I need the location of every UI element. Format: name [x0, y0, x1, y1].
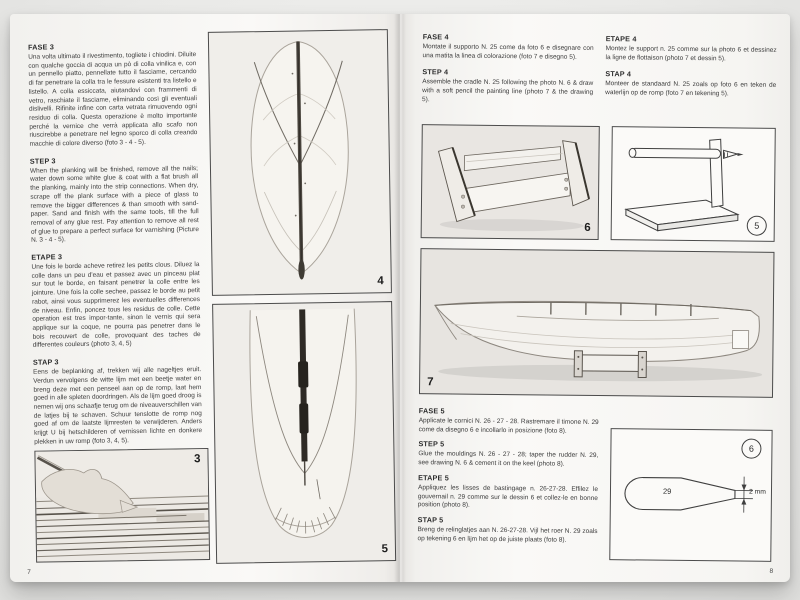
section-fase-3 [28, 40, 198, 149]
section-stap-5 [417, 515, 597, 545]
right-bottom-column [417, 406, 598, 550]
page-left [10, 14, 400, 582]
figure-label: 6 [584, 221, 591, 234]
section-heading: ETAPE 5 [418, 472, 449, 483]
rudder-part-number: 29 [662, 486, 672, 496]
page-number-left: 7 [27, 568, 31, 576]
section-body: Applicate le cornici N. 26 - 27 - 28. Rastremare il timone N. 29 come da disegno 6 e incollarlo in posizione (foto 8). [418, 417, 599, 435]
instruction-booklet [10, 14, 790, 582]
section-heading: STEP 3 [29, 156, 56, 166]
section-step-4 [422, 68, 593, 107]
section-body: Appliquez les lisses de bastingage n. 26-27-28. Effilez le gouvernail n. 29 comme sur le dessin 6 et collez-le en bonne position (photo 8). [417, 483, 599, 509]
figure-photo-4-hull-bottom [208, 29, 392, 296]
cradle-photo [422, 125, 599, 239]
figure-photo-3-scraping [34, 448, 210, 563]
section-body: Assemble the cradle N. 25 following the photo N. 6 & draw with a soft pencil the painting line (photo 7 & the drawing 5). [422, 78, 594, 104]
section-heading: STEP 4 [422, 67, 449, 77]
section-fase-4 [422, 32, 593, 62]
section-heading: STAP 3 [32, 357, 59, 367]
page-right [400, 14, 790, 582]
figure-label: 4 [377, 275, 384, 288]
section-heading: ETAPE 4 [605, 34, 637, 44]
section-step-3 [30, 154, 199, 246]
section-step-5 [418, 440, 598, 470]
section-etape-4 [605, 34, 776, 64]
section-heading: STAP 4 [605, 69, 632, 79]
section-body: Montez le support n. 25 comme sur la photo 6 et dessinez la ligne de flottaison (photo 7 et dessin 5). [605, 45, 777, 63]
hull-bottom-photo [209, 30, 391, 295]
section-etape-5 [418, 473, 598, 512]
section-heading: FASE 4 [422, 32, 449, 42]
section-body: Eens de beplanking af, trekken wij alle nageltjes eruit. Verdun vervolgens de witte lijm met een beetje water en breng deze met een penseel aan op de romp, laat hem goed in alle spleten doordringen. Als de lijm goed droog is nemen wij ons schaafje terug om de niveauverschillen van de latjes bij te schaven. Schuur tenslotte de romp nog goed af om de laatste lijmresten te verwijderen. Anders krijgt U bij hetschilderen of vernissen lichte en donkere plekken in uw romp (foto 3, 4, 5). [33, 366, 203, 446]
section-etape-3 [31, 250, 201, 351]
left-text-column [28, 40, 202, 454]
section-body: Una volta ultimato il rivestimento, togliete i chiodini. Diluite con qualche goccia di acqua un pò di colla vinilica e, con un pennello piatto, pennellate tutto il fasciame, cercando di far penetrare la colla tra le fessure esistenti tra listello e listello. A colla essiccata, aiutandovi con frammenti di vetro, raschiate il fasciame, eliminando così gli eventuali dislivelli. Rifinite infine con carta vetrata rimuovendo ogni residuo di colla. Questa operazione è molto importante perché la vernice che verrà applicata allo scafo non riuscirebbe a penetrare nel legno sporco di colla creando macchie di colore diverso (foto 3 - 4 - 5). [28, 51, 198, 148]
page-number-right: 8 [769, 567, 774, 575]
figure-label: 7 [427, 376, 434, 389]
figure-label: 3 [194, 453, 201, 466]
section-stap-4 [605, 70, 776, 100]
section-heading: FASE 3 [27, 42, 55, 52]
figure-photo-7-hull-side [419, 248, 775, 398]
hull-side-photo [420, 249, 773, 397]
section-body: Monteer de standaard N. 25 zoals op foto 6 en teken de waterlijn op de romp (foto 7 en tekening 5). [605, 80, 777, 98]
right-top-left-column [422, 32, 594, 113]
section-body: Une fois le borde acheve retirez les petits clous. Diluez la colle dans un peu d'eau et passez avec un pinceau plat sur tout le borde, en faisant penetrer la colle entre les jointure. Une fois la colle sechee, passez le borde au petit rabot, ainsi vous supprimerez les eventuelles differences de niveau. Enfin, poncez tous les residus de colle. Cette operation est tres impor-tante, sinon le vernis qui sera applique sur la coque, ne pourra pas penetrer dans le bois recouvert de colle, provoquant des taches de differentes couleurs (photo 3, 4, 5) [31, 261, 201, 350]
figure-drawing-6-rudder [609, 428, 772, 562]
right-top-columns [422, 32, 777, 115]
right-top-right-column [605, 34, 777, 115]
section-body: Glue the mouldings N. 26 - 27 - 28; taper the rudder N. 29, see drawing N. 6 & cement it on the keel (photo 8). [418, 450, 599, 468]
figure-label-circled: 6 [741, 439, 761, 459]
section-heading: ETAPE 3 [31, 252, 63, 262]
scraping-planks-photo [35, 449, 209, 562]
section-fase-5 [419, 406, 599, 436]
figure-photo-6-cradle [421, 124, 600, 240]
figure-photo-5-hull-stern [212, 301, 396, 564]
section-stap-3 [33, 355, 202, 447]
section-body: Breng de relinglatjes aan N. 26-27-28. Vijl het roer N. 29 zoals op tekening 6 en lijm het op de juiste plaats (foto 8). [417, 526, 598, 544]
section-heading: STAP 5 [417, 515, 444, 525]
figure-drawing-5-marking-gauge [611, 126, 776, 242]
figure-label-circled: 5 [747, 216, 767, 236]
section-heading: STEP 5 [418, 439, 445, 449]
rudder-dimension: 2 mm [748, 488, 767, 496]
hull-stern-photo [213, 302, 395, 563]
section-body: Montate il supporto N. 25 come da foto 6 e disegnare con una matita la linea di colorazione (foto 7 e disegno 5). [422, 43, 594, 61]
section-heading: FASE 5 [418, 406, 445, 416]
section-body: When the planking will be finished, remove all the nails; water down some white glue & coat with a flat brush all the planking, mainly into the strip connections. When dry, scrape off the plank surface with a piece of glass to remove the bigger differences & than smooth with sand-paper. Sand and finish with the same tools, till the full removal of any glue rest. Pay attention to remove all rest of glue to prepare a perfect surface for varnishing (Picture N. 3 - 4 - 5). [29, 164, 199, 245]
figure-label: 5 [381, 543, 389, 556]
